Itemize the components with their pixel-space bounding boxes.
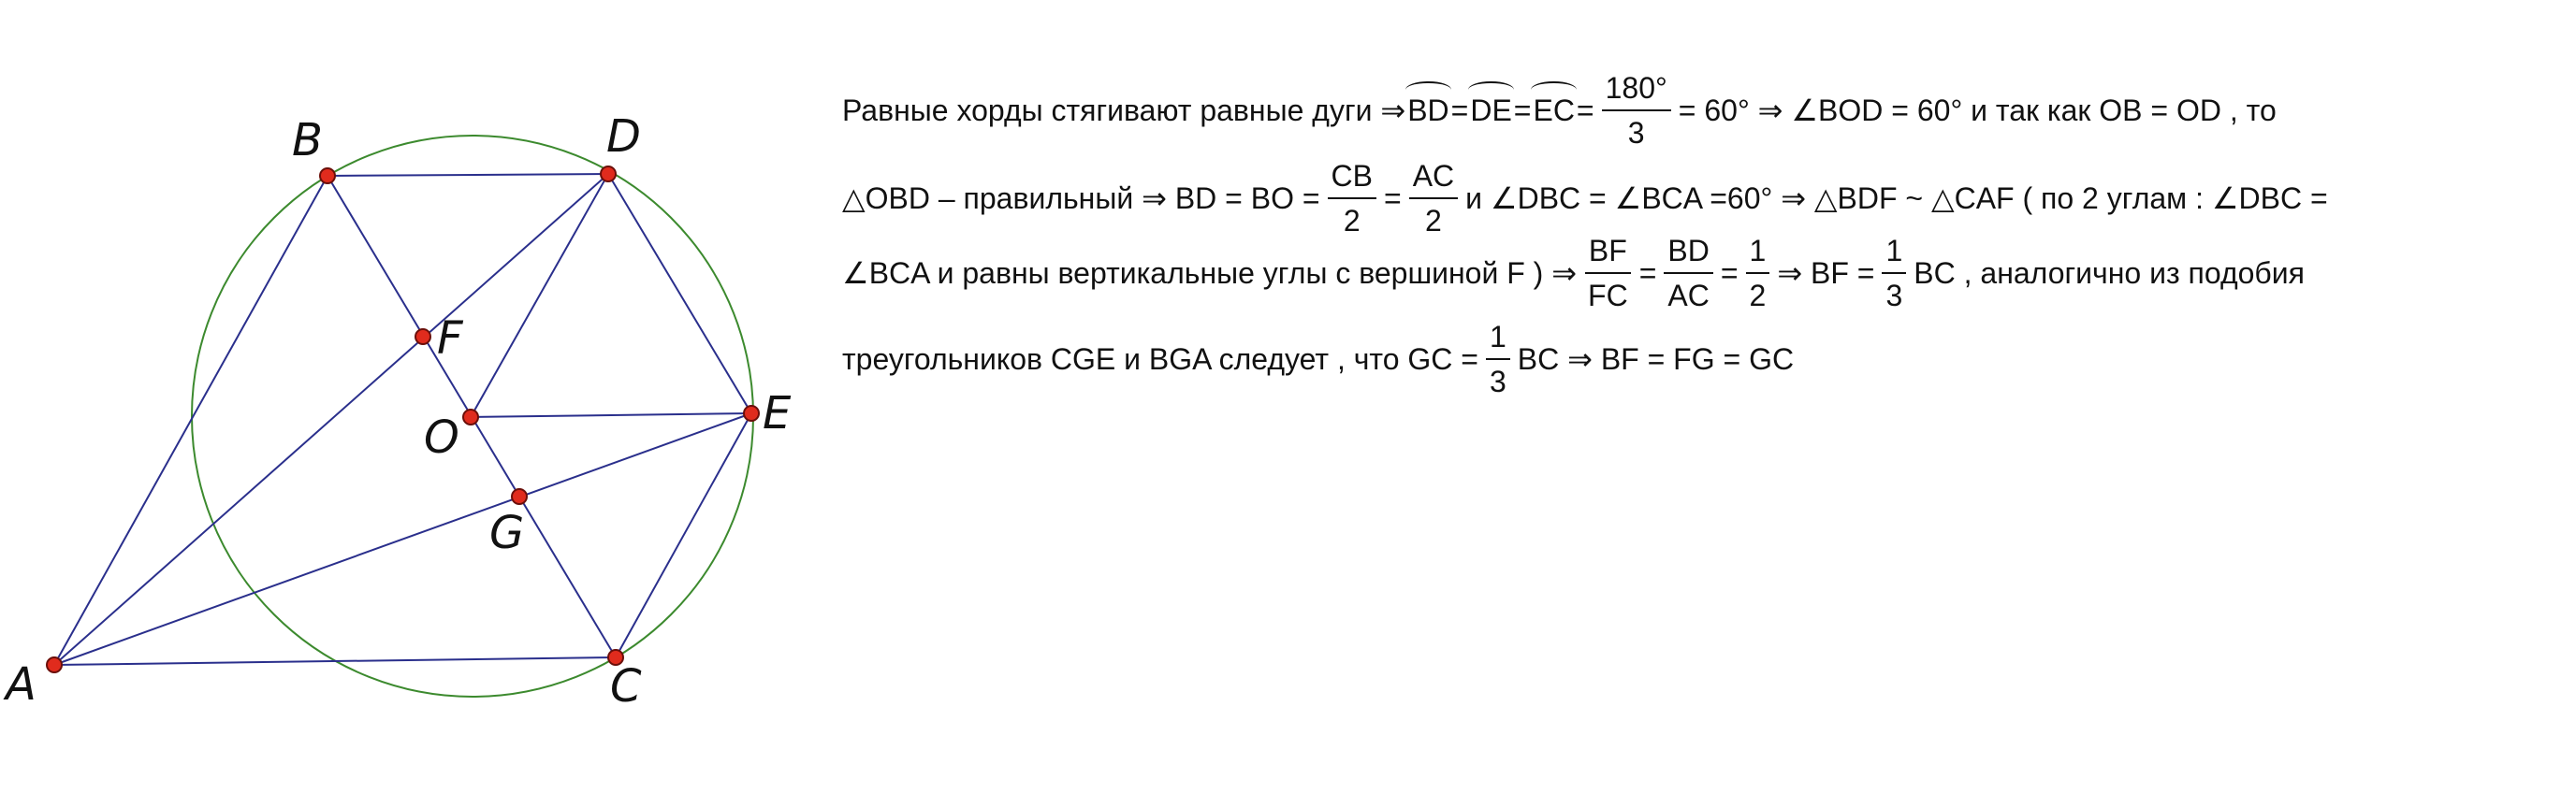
numerator: CB — [1328, 158, 1376, 199]
point-E — [744, 406, 759, 421]
arc-DE: DE — [1470, 93, 1512, 127]
point-G — [512, 489, 527, 504]
label-C: C — [610, 660, 642, 713]
text: BC , аналогично из подобия — [1914, 255, 2305, 290]
text: = — [1576, 93, 1594, 127]
numerator: BF — [1585, 233, 1631, 274]
label-G: G — [489, 507, 525, 559]
solution-line-4 — [842, 314, 1794, 404]
segment-DE — [608, 174, 751, 413]
denominator: 3 — [1489, 365, 1506, 398]
label-A: A — [6, 658, 36, 711]
text: ∠BCA и равны вертикальные углы с вершиной F ) ⇒ — [842, 255, 1578, 290]
segments — [54, 174, 751, 665]
numerator: 1 — [1882, 233, 1906, 274]
denominator: 2 — [1749, 279, 1767, 312]
fraction — [1602, 70, 1671, 151]
label-O: O — [424, 411, 459, 464]
segment-AE — [54, 413, 751, 665]
text: = — [1513, 93, 1532, 127]
point-labels — [3, 110, 792, 713]
arc-BD: BD — [1407, 93, 1449, 127]
fraction — [1746, 233, 1770, 314]
fraction — [1664, 233, 1712, 314]
segment-AB — [54, 176, 327, 665]
segment-BD — [327, 174, 608, 176]
solution-line-3 — [842, 228, 2305, 318]
fraction — [1486, 319, 1510, 400]
fraction — [1328, 158, 1376, 239]
fraction — [1584, 233, 1632, 314]
text: = — [1638, 255, 1657, 290]
point-B — [320, 168, 335, 183]
fraction — [1409, 158, 1458, 239]
arc-EC: EC — [1533, 93, 1575, 127]
text: △OBD – правильный ⇒ BD = BO = — [842, 180, 1320, 215]
text: Равные хорды стягивают равные дуги ⇒ — [842, 93, 1406, 127]
text: = — [1720, 255, 1739, 290]
segment-AD — [54, 174, 608, 665]
numerator: BD — [1664, 233, 1712, 274]
segment-EC — [616, 413, 751, 657]
text: = — [1384, 180, 1402, 215]
geometry-diagram — [0, 0, 842, 793]
denominator: 2 — [1425, 204, 1442, 238]
denominator: 3 — [1885, 279, 1903, 312]
point-F — [415, 329, 430, 344]
points — [47, 166, 759, 672]
text: и ∠DBC = ∠BCA =60° ⇒ △BDF ~ △CAF ( по 2 углам : ∠DBC = — [1465, 180, 2328, 215]
label-B: B — [292, 114, 323, 166]
numerator: AC — [1409, 158, 1458, 199]
fraction — [1882, 233, 1906, 314]
denominator: AC — [1667, 279, 1710, 312]
numerator: 1 — [1746, 233, 1770, 274]
text: треугольников CGE и BGA следует , что GC = — [842, 341, 1478, 376]
segment-AC — [54, 657, 616, 665]
numerator: 180° — [1602, 70, 1671, 111]
text: = — [1450, 93, 1469, 127]
label-D: D — [606, 110, 641, 163]
numerator: 1 — [1486, 319, 1510, 360]
label-E: E — [763, 387, 792, 440]
solution-line-1 — [842, 56, 2277, 165]
text: BC ⇒ BF = FG = GC — [1517, 341, 1795, 376]
point-D — [601, 166, 616, 181]
segment-DO — [471, 174, 608, 417]
label-F: F — [437, 312, 463, 365]
denominator: FC — [1588, 279, 1628, 312]
segment-OE — [471, 413, 751, 417]
point-O — [463, 410, 478, 425]
denominator: 2 — [1343, 204, 1361, 238]
denominator: 3 — [1627, 116, 1645, 150]
text: = 60° ⇒ ∠BOD = 60° и так как OB = OD , то — [1678, 93, 2277, 127]
point-A — [47, 657, 62, 672]
text: ⇒ BF = — [1777, 255, 1875, 290]
